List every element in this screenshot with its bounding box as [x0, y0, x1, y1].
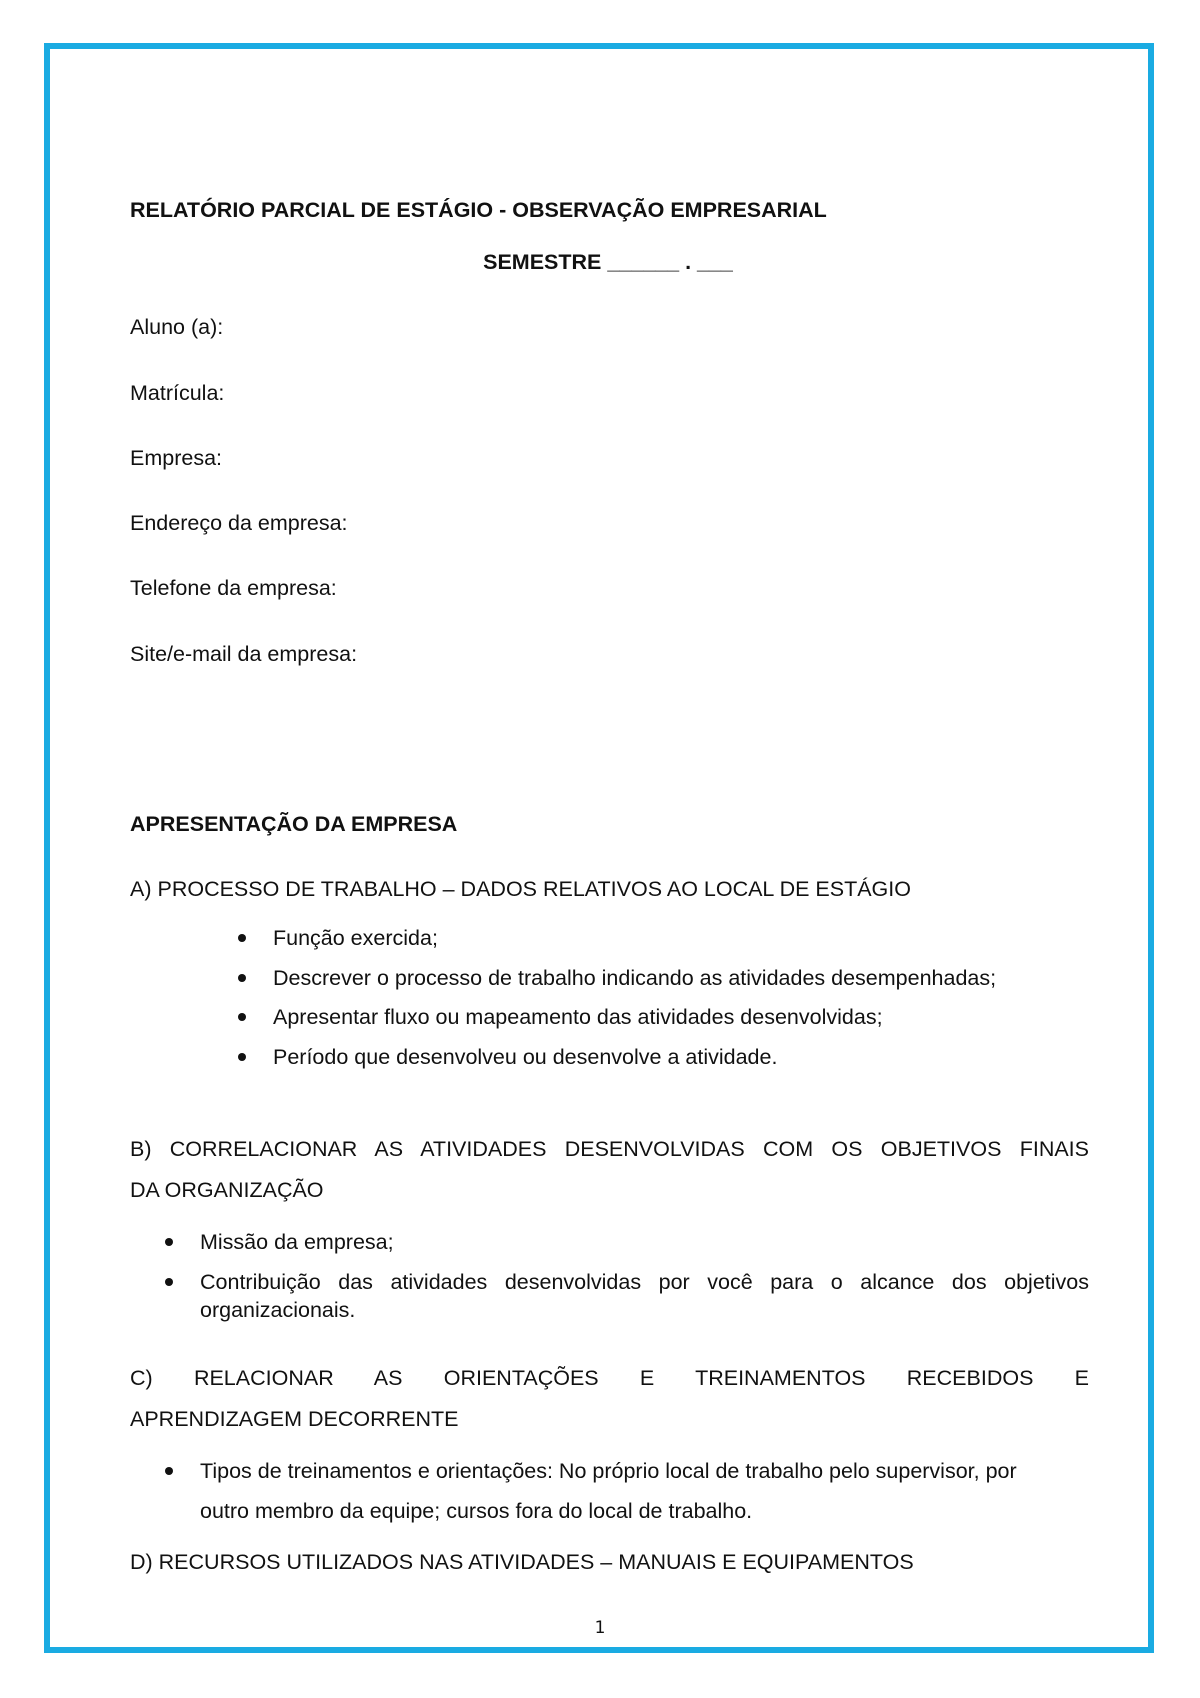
bullet-marker — [165, 1467, 173, 1475]
section-c-item: Tipos de treinamentos e orientações: No próprio local de trabalho pelo supervisor, por — [200, 1459, 1017, 1483]
section-a-item: Período que desenvolveu ou desenvolve a atividade. — [273, 1045, 778, 1069]
field-company-site-email: Site/e-mail da empresa: — [130, 642, 358, 666]
section-title: APRESENTAÇÃO DA EMPRESA — [130, 812, 458, 836]
report-title: RELATÓRIO PARCIAL DE ESTÁGIO - OBSERVAÇÃO EMPRESARIAL — [130, 198, 827, 222]
section-b-item: Contribuição das atividades desenvolvidas por você para o alcance dos objetivos — [200, 1270, 1089, 1294]
section-b-heading: B) CORRELACIONAR AS ATIVIDADES DESENVOLVIDAS COM OS OBJETIVOS FINAIS — [130, 1137, 1089, 1161]
page-number: 1 — [594, 1618, 606, 1638]
bullet-marker — [165, 1238, 173, 1246]
section-a-item: Apresentar fluxo ou mapeamento das atividades desenvolvidas; — [273, 1005, 883, 1029]
section-c-heading: C) RELACIONAR AS ORIENTAÇÕES E TREINAMENTOS RECEBIDOS E — [130, 1366, 1089, 1390]
bullet-marker — [238, 1013, 246, 1021]
field-student: Aluno (a): — [130, 315, 224, 339]
field-company-phone: Telefone da empresa: — [130, 576, 337, 600]
field-company: Empresa: — [130, 446, 223, 470]
bullet-marker — [238, 974, 246, 982]
section-c-item-cont: outro membro da equipe; cursos fora do local de trabalho. — [200, 1499, 753, 1523]
field-company-address: Endereço da empresa: — [130, 511, 348, 535]
section-b-item: Missão da empresa; — [200, 1230, 394, 1254]
section-a-item: Descrever o processo de trabalho indicando as atividades desempenhadas; — [273, 966, 997, 990]
bullet-marker — [165, 1278, 173, 1286]
field-registration: Matrícula: — [130, 381, 225, 405]
semester-line: SEMESTRE ______ . ___ — [483, 250, 733, 274]
section-b-heading-cont: DA ORGANIZAÇÃO — [130, 1178, 324, 1202]
section-a-item: Função exercida; — [273, 926, 438, 950]
bullet-marker — [238, 1053, 246, 1061]
section-b-item-cont: organizacionais. — [200, 1298, 356, 1322]
section-d-heading: D) RECURSOS UTILIZADOS NAS ATIVIDADES – MANUAIS E EQUIPAMENTOS — [130, 1550, 914, 1574]
bullet-marker — [238, 934, 246, 942]
section-c-heading-cont: APRENDIZAGEM DECORRENTE — [130, 1407, 459, 1431]
section-a-heading: A) PROCESSO DE TRABALHO – DADOS RELATIVOS AO LOCAL DE ESTÁGIO — [130, 877, 911, 901]
